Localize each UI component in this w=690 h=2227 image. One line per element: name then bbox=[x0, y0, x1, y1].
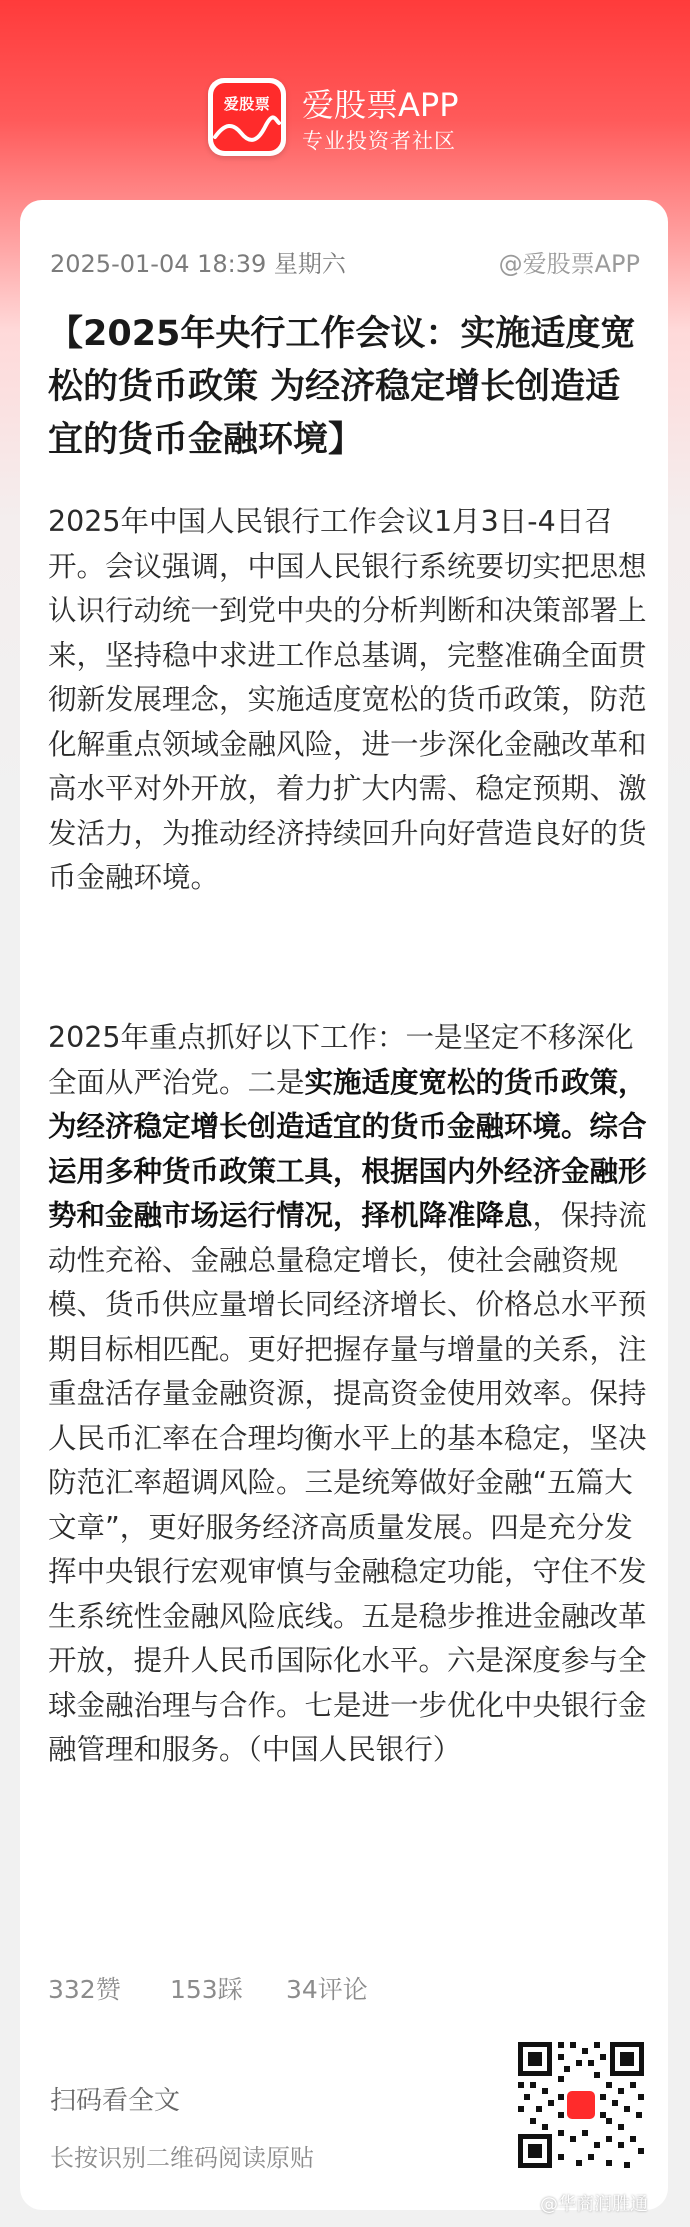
post-stats bbox=[48, 1970, 648, 2010]
comments-count[interactable]: 34评论 bbox=[286, 1975, 368, 2004]
likes-count[interactable]: 332赞 bbox=[48, 1975, 121, 2004]
logo-text: 爱股票 bbox=[223, 95, 271, 113]
post-paragraph-1: 2025年中国人民银行工作会议1月3日-4日召开。会议强调，中国人民银行系统要切实把思想认识行动统一到党中央的分析判断和决策部署上来，坚持稳中求进工作总基调，完整准确全面贯彻新发展理念，实施适度宽松的货币政策，防范化解重点领域金融风险，进一步深化金融改革和高水平对外开放，着力扩大内需、稳定预期、激发活力，为推动经济持续回升向好营造良好的货币金融环境。 bbox=[48, 505, 647, 894]
post-meta bbox=[50, 244, 640, 278]
qr-code-icon[interactable] bbox=[514, 2038, 648, 2172]
dislikes-count[interactable]: 153踩 bbox=[170, 1975, 243, 2004]
qr-center-logo-icon bbox=[564, 2088, 598, 2122]
post-paragraph-2 bbox=[48, 1016, 648, 1773]
paragraph-2-bold-text: 实施适度宽松的货币政策，为经济稳定增长创造适宜的货币金融环境。综合运用多种货币政策工具，根据国内外经济金融形势和金融市场运行情况，择机降准降息 bbox=[48, 1065, 647, 1232]
app-logo bbox=[208, 78, 286, 156]
paragraph-2-text-1: 2025年重点抓好以下工作：一是坚定不移深化全面从严治党。二是 bbox=[48, 1021, 634, 1099]
post-title: 【2025年央行工作会议：实施适度宽松的货币政策 为经济稳定增长创造适宜的货币金融环境】 bbox=[48, 314, 636, 460]
post-source[interactable]: @爱股票APP bbox=[498, 250, 640, 278]
watermark: @华商润胜通 bbox=[540, 2194, 648, 2215]
post-datetime: 2025-01-04 18:39 星期六 bbox=[50, 250, 346, 278]
app-slogan: 专业投资者社区 bbox=[302, 129, 456, 153]
chart-wave-icon bbox=[213, 113, 281, 145]
scan-subtitle: 长按识别二维码阅读原贴 bbox=[50, 2144, 314, 2172]
post-card bbox=[20, 200, 668, 2210]
paragraph-2-text-2: ，保持流动性充裕、金融总量稳定增长，使社会融资规模、货币供应量增长同经济增长、价格总水平预期目标相匹配。更好把握存量与增量的关系，注重盘活存量金融资源，提高资金使用效率。保持人民币汇率在合理均衡水平上的基本稳定，坚决防范汇率超调风险。三是统筹做好金融“五篇大文章”，更好服务经济高质量发展。四是充分发挥中央银行宏观审慎与金融稳定功能，守住不发生系统性金融风险底线。五是稳步推进金融改革开放，提升人民币国际化水平。六是深度参与全球金融治理与合作。七是进一步优化中央银行金融管理和服务。（中国人民银行） bbox=[48, 1199, 647, 1766]
app-header bbox=[0, 0, 690, 200]
app-name: 爱股票APP bbox=[302, 86, 459, 124]
app-logo-icon bbox=[213, 83, 281, 151]
scan-title: 扫码看全文 bbox=[50, 2086, 181, 2116]
